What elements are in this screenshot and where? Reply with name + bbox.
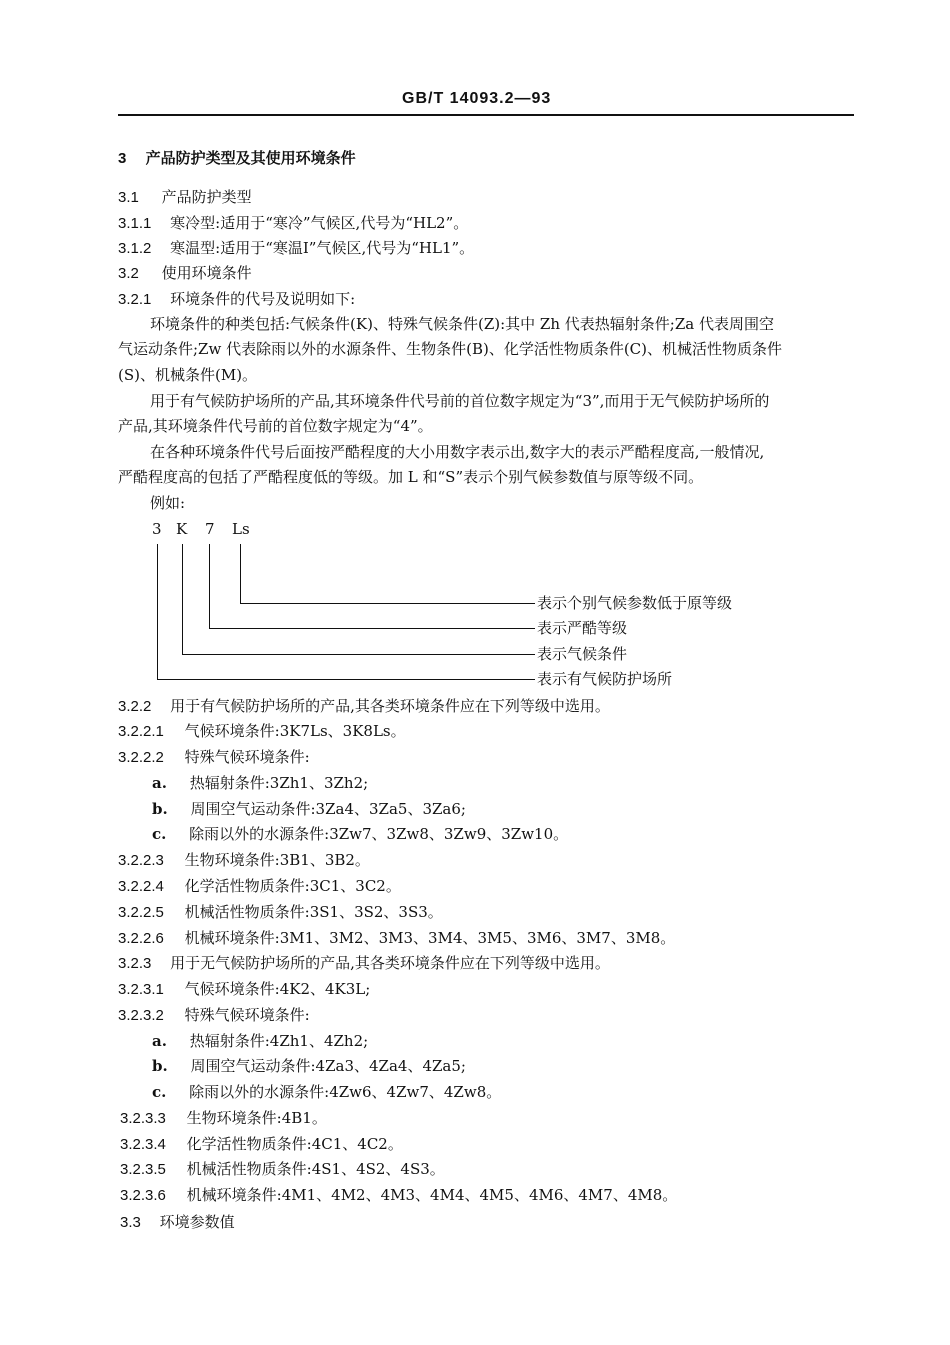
diagram-label-k: 表示气候条件 <box>537 645 628 663</box>
clause-3-2-3 <box>118 953 610 974</box>
clause-number: 3.2.3.2 <box>118 1007 164 1024</box>
clause-3-2-2-4 <box>118 876 401 897</box>
clause-3-2-3-3 <box>120 1108 327 1129</box>
section-number: 3.2 <box>118 265 139 282</box>
clause-number: 3.2.2.4 <box>118 878 164 895</box>
clause-3-2-2-5 <box>118 902 443 923</box>
clause-number: 3.2.2.6 <box>118 930 164 947</box>
clause-number: 3.2.2.1 <box>118 723 164 740</box>
list-marker: c. <box>152 1083 167 1101</box>
diagram-line-ls-vertical <box>240 544 241 603</box>
clause-text: 气候环境条件:4K2、4K3L; <box>184 980 371 998</box>
list-marker: c. <box>152 825 167 843</box>
clause-text: 化学活性物质条件:3C1、3C2。 <box>184 877 401 895</box>
clause-text: 机械活性物质条件:3S1、3S2、3S3。 <box>184 903 443 921</box>
section-title: 使用环境条件 <box>161 264 252 282</box>
clause-text: 生物环境条件:3B1、3B2。 <box>184 851 370 869</box>
paragraph-3-line-2: 严酷程度高的包括了严酷程度低的等级。加 L 和“S”表示个别气候参数值与原等级不同。 <box>118 468 704 486</box>
clause-number: 3.2.2 <box>118 698 152 715</box>
diagram-label-3: 表示有气候防护场所 <box>537 670 673 688</box>
clause-number: 3.2.3.4 <box>120 1136 166 1153</box>
document-code: GB/T 14093.2—93 <box>402 90 552 107</box>
paragraph-3-line-1: 在各种环境条件代号后面按严酷程度的大小用数字表示出,数字大的表示严酷程度高,一般情况, <box>150 443 765 461</box>
clause-3-2-3-5 <box>120 1159 445 1180</box>
diagram-line-7-horizontal <box>209 628 535 629</box>
clause-text: 寒冷型:适用于“寒冷”气候区,代号为“HL2”。 <box>170 214 469 232</box>
clause-3-2-2-2 <box>118 747 310 768</box>
clause-number: 3.1.1 <box>118 215 152 232</box>
paragraph-1-line-1: 环境条件的种类包括:气候条件(K)、特殊气候条件(Z):其中 Zh 代表热辐射条件;Za 代表周围空 <box>150 315 774 333</box>
clause-number: 3.2.3.1 <box>118 981 164 998</box>
code-digit-7: 7 <box>205 520 215 538</box>
section-3-3-heading <box>120 1212 235 1233</box>
list-marker: b. <box>152 1057 168 1075</box>
clause-number: 3.2.2.3 <box>118 852 164 869</box>
list-item <box>152 1031 368 1051</box>
clause-number: 3.2.2.2 <box>118 749 164 766</box>
clause-3-1-1 <box>118 213 468 234</box>
clause-text: 生物环境条件:4B1。 <box>186 1109 327 1127</box>
diagram-line-k-vertical <box>182 544 183 654</box>
list-text: 周围空气运动条件:3Za4、3Za5、3Za6; <box>190 800 466 818</box>
list-text: 除雨以外的水源条件:4Zw6、4Zw7、4Zw8。 <box>189 1083 502 1101</box>
list-item <box>152 1056 466 1076</box>
diagram-label-ls: 表示个别气候参数低于原等级 <box>537 594 733 612</box>
clause-3-2-1 <box>118 289 355 310</box>
diagram-line-7-vertical <box>209 544 210 628</box>
list-text: 热辐射条件:3Zh1、3Zh2; <box>189 774 369 792</box>
clause-3-2-3-1 <box>118 979 370 1000</box>
clause-text: 气候环境条件:3K7Ls、3K8Ls。 <box>184 722 406 740</box>
clause-text: 机械活性物质条件:4S1、4S2、4S3。 <box>186 1160 445 1178</box>
clause-number: 3.2.3.5 <box>120 1161 166 1178</box>
clause-text: 特殊气候环境条件: <box>184 1006 310 1024</box>
clause-number: 3.2.3.6 <box>120 1187 166 1204</box>
code-ls: Ls <box>232 520 250 538</box>
section-number: 3.1 <box>118 189 139 206</box>
clause-number: 3.1.2 <box>118 240 152 257</box>
clause-text: 环境条件的代号及说明如下: <box>170 290 356 308</box>
section-number: 3 <box>118 150 127 167</box>
clause-text: 特殊气候环境条件: <box>184 748 310 766</box>
paragraph-2-line-1: 用于有气候防护场所的产品,其环境条件代号前的首位数字规定为“3”,而用于无气候防护场所的 <box>150 392 770 410</box>
diagram-line-ls-horizontal <box>240 603 535 604</box>
clause-3-1-2 <box>118 238 474 259</box>
paragraph-1-line-3: (S)、机械条件(M)。 <box>118 366 258 384</box>
clause-3-2-3-4 <box>120 1134 403 1155</box>
diagram-label-7: 表示严酷等级 <box>537 619 628 637</box>
diagram-line-k-horizontal <box>182 654 535 655</box>
clause-text: 用于有气候防护场所的产品,其各类环境条件应在下列等级中选用。 <box>170 697 610 715</box>
list-text: 热辐射条件:4Zh1、4Zh2; <box>189 1032 369 1050</box>
list-item <box>152 824 568 844</box>
list-marker: a. <box>152 774 167 792</box>
section-title: 产品防护类型及其使用环境条件 <box>145 149 356 167</box>
list-marker: a. <box>152 1032 167 1050</box>
diagram-line-3-horizontal <box>157 679 535 680</box>
clause-3-2-3-2 <box>118 1005 310 1026</box>
clause-text: 机械环境条件:4M1、4M2、4M3、4M4、4M5、4M6、4M7、4M8。 <box>186 1186 678 1204</box>
clause-3-2-3-6 <box>120 1185 677 1206</box>
section-3-2-heading <box>118 263 252 284</box>
list-item <box>152 799 466 819</box>
clause-text: 机械环境条件:3M1、3M2、3M3、3M4、3M5、3M6、3M7、3M8。 <box>184 929 676 947</box>
clause-number: 3.2.2.5 <box>118 904 164 921</box>
section-title: 环境参数值 <box>159 1213 235 1231</box>
list-item <box>152 1082 501 1102</box>
list-item <box>152 773 368 793</box>
paragraph-2-line-2: 产品,其环境条件代号前的首位数字规定为“4”。 <box>118 417 433 435</box>
list-text: 周围空气运动条件:4Za3、4Za4、4Za5; <box>190 1057 466 1075</box>
clause-number: 3.2.3 <box>118 955 152 972</box>
section-title: 产品防护类型 <box>161 188 252 206</box>
list-text: 除雨以外的水源条件:3Zw7、3Zw8、3Zw9、3Zw10。 <box>189 825 569 843</box>
clause-number: 3.2.1 <box>118 291 152 308</box>
clause-text: 寒温型:适用于“寒温Ⅰ”气候区,代号为“HL1”。 <box>170 239 475 257</box>
section-3-heading <box>118 148 356 169</box>
diagram-line-3-vertical <box>157 544 158 679</box>
clause-3-2-2 <box>118 696 610 717</box>
clause-3-2-2-1 <box>118 721 406 742</box>
code-letter-k: K <box>176 520 188 538</box>
code-digit-3: 3 <box>152 520 162 538</box>
list-marker: b. <box>152 800 168 818</box>
paragraph-1-line-2: 气运动条件;Zw 代表除雨以外的水源条件、生物条件(B)、化学活性物质条件(C)、机械活性物质条件 <box>118 340 782 358</box>
clause-3-2-2-6 <box>118 928 675 949</box>
clause-text: 用于无气候防护场所的产品,其各类环境条件应在下列等级中选用。 <box>170 954 610 972</box>
section-3-1-heading <box>118 187 252 208</box>
clause-number: 3.2.3.3 <box>120 1110 166 1127</box>
section-number: 3.3 <box>120 1214 141 1231</box>
clause-3-2-2-3 <box>118 850 370 871</box>
example-label: 例如: <box>150 494 186 512</box>
header-rule <box>118 114 854 116</box>
clause-text: 化学活性物质条件:4C1、4C2。 <box>186 1135 403 1153</box>
